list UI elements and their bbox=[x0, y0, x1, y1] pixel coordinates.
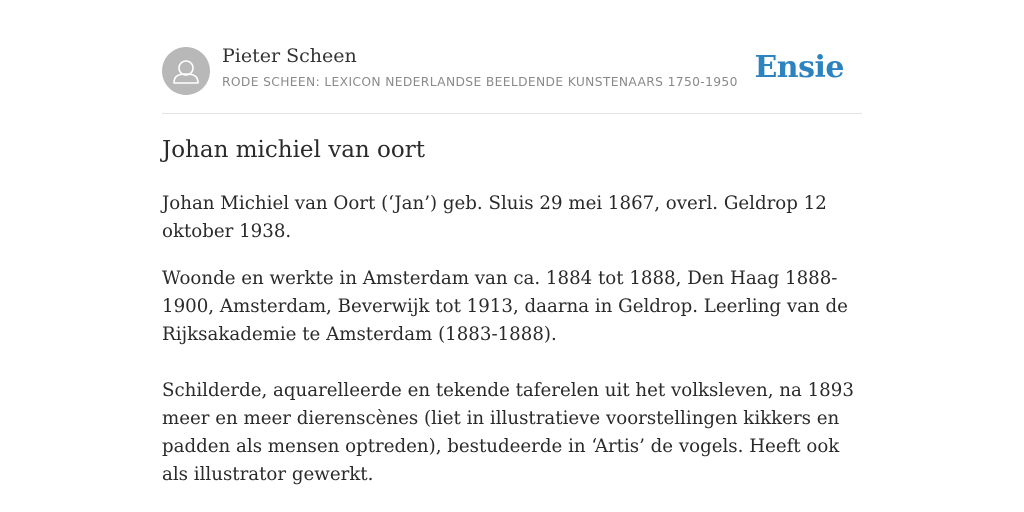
header bbox=[162, 0, 862, 114]
article-paragraph: Johan Michiel van Oort (‘Jan’) geb. Sluis 29 mei 1867, overl. Geldrop 12 oktober 1938. bbox=[162, 193, 827, 242]
author-name[interactable]: Pieter Scheen bbox=[222, 45, 357, 67]
source-title[interactable]: RODE SCHEEN: LEXICON NEDERLANDSE BEELDENDE KUNSTENAARS 1750-1950 bbox=[222, 75, 738, 89]
ensie-logo[interactable]: Ensie bbox=[754, 50, 844, 85]
article-paragraph: Woonde en werkte in Amsterdam van ca. 1884 tot 1888, Den Haag 1888-1900, Amsterdam, Beverwijk tot 1913, daarna in Geldrop. Leerling van de Rijksakademie te Amsterdam (1883-1888). bbox=[162, 268, 848, 345]
page-container bbox=[162, 0, 862, 485]
article-title: Johan michiel van oort bbox=[162, 137, 425, 163]
article-paragraph: Schilderde, aquarelleerde en tekende taferelen uit het volksleven, na 1893 meer en meer dierenscènes (liet in illustratieve voorstellingen kikkers en padden als mensen optreden), bestudeerde in ‘Artis’ de vogels. Heeft ook als illustrator gewerkt. bbox=[162, 380, 854, 485]
user-icon bbox=[162, 47, 210, 95]
author-avatar[interactable] bbox=[162, 47, 210, 95]
